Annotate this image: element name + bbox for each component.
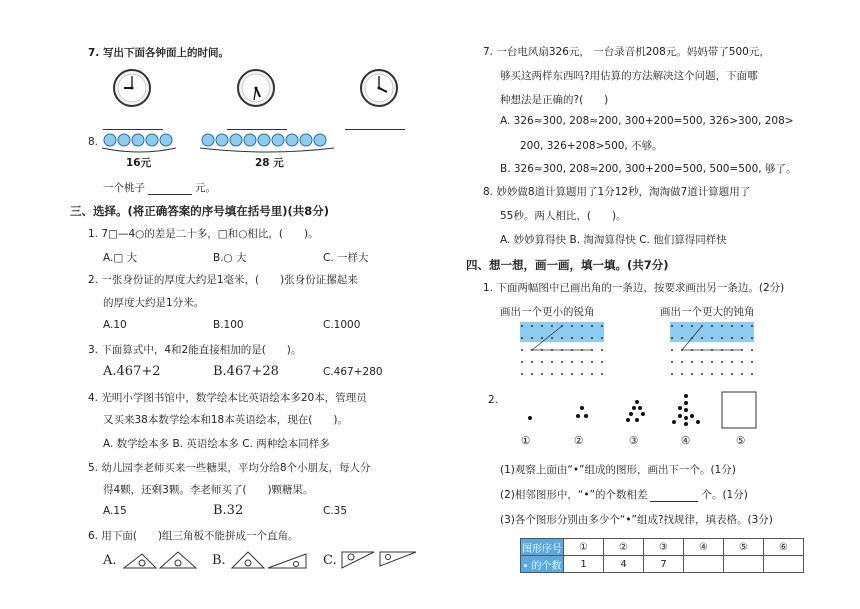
r-question-7-option-b: B. 326≈300, 208≈200, 300+200=500, 500=500, 够了。 [500,163,797,175]
peach-group-small-icon [100,128,180,158]
choice-1-option-c: C. 一样大 [323,252,369,264]
difference-blank[interactable] [650,501,698,502]
choice-6-question: 6. 用下面( )组三角板不能拼成一个直角。 [88,530,299,542]
peach-price-line [103,180,216,195]
choice-3-question: 3. 下面算式中，4和2能直接相加的是( )。 [88,344,302,356]
choice-3-option-b: B.467+28 [213,364,279,379]
triangle-set-a-icon [122,550,202,570]
clock-3-icon [359,68,399,108]
choice-1-option-a: A.□ 大 [103,252,138,264]
table-header-label: 图形序号 [521,539,564,556]
choice-5-option-a: A.15 [103,505,127,517]
table-cell-4[interactable] [684,556,724,573]
dot-grid-obtuse-angle[interactable] [670,322,756,378]
price-large-label: 28 元 [255,157,284,169]
draw-1-question: 1. 下面两幅图中已画出角的一条边，按要求画出另一条边。(2分) [483,282,785,294]
pattern-label-5: ⑤ [736,435,746,447]
table-row [521,556,804,573]
question-8-number: 8. [88,136,99,148]
choice-6-option-a: A. [103,553,117,568]
pattern-label-1: ① [521,435,531,447]
draw-1-left-caption: 画出一个更小的锐角 [500,306,595,318]
dot-grid-acute-angle[interactable] [520,322,606,378]
table-row [521,539,804,556]
choice-3-option-c: C.467+280 [323,366,383,378]
pattern-label-4: ④ [681,435,691,447]
table-col-2: ② [604,539,644,556]
choice-3-option-a: A.467+2 [103,364,161,379]
table-col-4: ④ [684,539,724,556]
table-cell-1[interactable]: 1 [564,556,604,573]
choice-5-option-b: B.32 [213,503,244,518]
table-col-5: ⑤ [724,539,764,556]
choice-6-option-b: B. [212,553,226,568]
r-question-8-options: A. 妙妙算得快 B. 淘淘算得快 C. 他们算得同样快 [500,234,727,246]
peach-price-unit: 元。 [195,182,216,194]
triangle-set-b-icon [230,550,310,570]
price-small-label: 16元 [126,157,152,169]
table-cell-5[interactable] [724,556,764,573]
choice-4-question-line1: 4. 光明小学图书馆中，数学绘本比英语绘本多20本，管理员 [88,392,367,404]
table-cell-3[interactable]: 7 [644,556,684,573]
table-cell-6[interactable] [764,556,804,573]
r-question-7-option-a-line2: 200, 326+208>500, 不够。 [520,140,663,152]
choice-6-option-c: C. [323,553,337,568]
pattern-label-2: ② [574,435,584,447]
clock-3-answer-blank[interactable] [345,118,405,130]
choice-1-option-b: B.○ 大 [213,252,247,264]
r-question-8-line2: 55秒。两人相比，( )。 [500,210,627,222]
choice-2-option-a: A.10 [103,319,127,331]
draw-2-number: 2. [488,394,499,406]
r-question-7-line1: 7. 一台电风扇326元， 一台录音机208元。妈妈带了500元， [483,46,770,58]
peach-price-blank[interactable] [148,194,192,195]
clock-2-icon [236,68,276,108]
choice-4-question-line2: 又买来38本数学绘本和18本英语绘本，现在( )。 [103,414,348,426]
choice-5-question-line2: 得4颗，还剩3颗。李老师买了( )颗糖果。 [103,484,314,496]
draw-2-part-2-text: (2)相邻图形中，“•”的个数相差 [500,489,648,501]
choice-4-options: A. 数学绘本多 B. 英语绘本多 C. 两种绘本同样多 [103,438,330,450]
pattern-label-3: ③ [629,435,639,447]
pattern-count-table [520,538,804,573]
r-question-7-option-a-line1: A. 326≈300, 208≈200, 300+200=500, 326>300, 208> [500,115,794,127]
choice-2-option-b: B.100 [213,319,244,331]
choice-2-question-line1: 2. 一张身份证的厚度大约是1毫米，( )张身份证摞起来 [88,274,358,286]
section-3-heading: 三、选择。(将正确答案的序号填在括号里)(共8分) [70,204,330,218]
table-row-label: • 的个数 [521,556,564,573]
draw-2-part-2-line [500,487,748,502]
r-question-7-line2: 够买这两样东西吗?用估算的方法解决这个问题，下面哪 [500,70,758,82]
draw-1-right-caption: 画出一个更大的钝角 [660,306,755,318]
peach-price-text: 一个桃子 [103,182,145,194]
triangle-set-c-icon [340,548,420,570]
choice-1-question: 1. 7□—4○的差是二十多，□和○相比，( )。 [88,228,319,240]
draw-2-part-3: (3)各个图形分别由多少个“•”组成?找规律，填表格。(3分) [500,514,773,526]
table-col-6: ⑥ [764,539,804,556]
section-4-heading: 四、想一想，画一画，填一填。(共7分) [466,258,669,272]
r-question-7-line3: 种想法是正确的?( ) [500,94,609,106]
question-7-title: 7. 写出下面各钟面上的时间。 [88,47,229,59]
choice-2-question-line2: 的厚度大约是1分米。 [103,297,205,309]
dot-pattern-sequence [515,388,785,436]
table-cell-2[interactable]: 4 [604,556,644,573]
r-question-8-line1: 8. 妙妙做8道计算题用了1分12秒，淘淘做7道计算题用了 [483,186,751,198]
choice-5-question-line1: 5. 幼儿园李老师买来一些糖果，平均分给8个小朋友，每人分 [88,462,371,474]
table-col-3: ③ [644,539,684,556]
draw-2-part-1: (1)观察上面由“•”组成的图形，画出下一个。(1分) [500,464,736,476]
choice-5-option-c: C.35 [323,505,348,517]
peach-group-large-icon [198,128,338,158]
clock-1-icon [112,68,152,108]
choice-2-option-c: C.1000 [323,319,361,331]
table-col-1: ① [564,539,604,556]
draw-2-part-2-unit: 个。(1分) [701,489,748,501]
